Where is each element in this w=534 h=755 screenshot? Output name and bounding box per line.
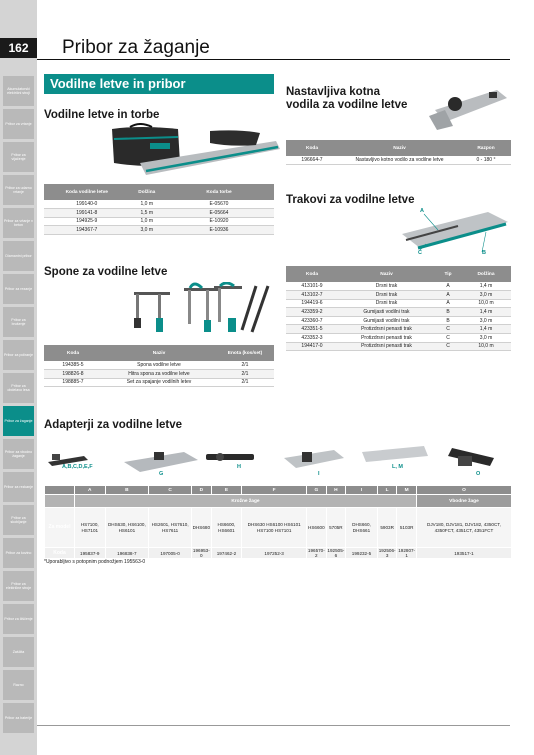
- table-cell: 423359-2: [286, 308, 338, 317]
- clamps-heading: Spone za vodilne letve: [44, 266, 168, 278]
- table-row: [286, 308, 511, 317]
- angle-guide-table: [286, 140, 511, 165]
- adapters-group-circular: Krožne žage: [75, 495, 417, 508]
- adapter-letter: O: [416, 486, 511, 495]
- table-cell: B: [435, 308, 461, 317]
- table-cell: 1,0 m: [130, 200, 164, 209]
- table-row: [44, 226, 274, 235]
- sidebar-tab[interactable]: Akumulatorski električni stroji: [3, 76, 34, 106]
- table-cell: 3,0 m: [461, 316, 511, 325]
- table-cell: 194417-0: [286, 342, 338, 351]
- sidebar-tab[interactable]: Zaščita: [3, 637, 34, 667]
- adapter-letter: B: [105, 486, 149, 495]
- adapter-code-cell: 197005-0: [149, 548, 192, 559]
- adapter-letter: G: [307, 486, 327, 495]
- table-cell: Protizdrsni penasti trak: [338, 342, 435, 351]
- strips-table: [286, 266, 511, 351]
- sidebar-tab[interactable]: Pribor za električne stroje: [3, 571, 34, 601]
- header-divider: [37, 59, 510, 60]
- adapter-code-cell: 197252-3: [242, 548, 307, 559]
- adapter-label-i: I: [318, 471, 320, 477]
- table-cell: 194385-5: [44, 361, 102, 370]
- table-cell: A: [435, 299, 461, 308]
- adapter-code-cell: 197462-2: [211, 548, 242, 559]
- adapter-label-abcdef: A,B,C,D,E,F: [62, 464, 93, 470]
- adapter-code-cell: 196953-0: [192, 548, 210, 558]
- adapters-footnote: *Uporabljivo s potopnim podnožjem 195563-0: [44, 559, 146, 565]
- adapters-corner-cell: [45, 486, 75, 495]
- adapter-code-cell: 192505-6: [327, 548, 345, 558]
- table-cell: 413101-9: [286, 282, 338, 291]
- clamps-col-code: Koda: [44, 345, 102, 361]
- adapter-code-cell: 196838-7: [105, 548, 149, 559]
- adapter-letter: I: [346, 486, 378, 495]
- table-cell: B: [435, 316, 461, 325]
- strips-col-length: Dolžina: [461, 266, 511, 282]
- table-row: [44, 361, 274, 370]
- sidebar-tab[interactable]: Razno: [3, 670, 34, 700]
- table-cell: C: [435, 342, 461, 351]
- table-cell: 1,0 m: [130, 217, 164, 226]
- table-cell: 194367-7: [44, 226, 130, 235]
- sidebar-tab[interactable]: Pribor za vrtanje v beton: [3, 208, 34, 238]
- sidebar-tab[interactable]: Diamantni pribor: [3, 241, 34, 271]
- strip-label-b: B: [482, 250, 486, 256]
- adapter-model-cell: 5103R: [397, 508, 417, 548]
- table-cell: 0 - 180 °: [461, 156, 511, 165]
- rails-and-bags-image: [100, 123, 282, 179]
- adapter-code-cell: 192807-1: [398, 548, 416, 558]
- angle-col-code: Koda: [286, 140, 338, 156]
- table-cell: 194925-9: [44, 217, 130, 226]
- page-number: 162: [0, 38, 37, 58]
- table-cell: Drsni trak: [338, 291, 435, 300]
- table-cell: 423360-7: [286, 316, 338, 325]
- table-cell: Drsni trak: [338, 299, 435, 308]
- angle-guide-image: [425, 82, 511, 132]
- rails-col-bag: Koda torbe: [164, 184, 274, 200]
- table-row: [286, 342, 511, 351]
- rails-heading: Vodilne letve in torbe: [44, 109, 160, 121]
- adapters-sub-corner: [45, 495, 75, 508]
- adapter-code-cell: 193517-1: [416, 548, 511, 559]
- sidebar-tab[interactable]: Pribor za udarno vrtanje: [3, 175, 34, 205]
- sidebar-tab[interactable]: Pribor za rezanje: [3, 274, 34, 304]
- adapter-model-cell: 5903R: [377, 508, 397, 548]
- clamps-image: [130, 282, 276, 336]
- strips-col-type: Tip: [435, 266, 461, 282]
- adapter-model-cell: 5705R: [326, 508, 346, 548]
- table-cell: Gumijasti vodilni trak: [338, 308, 435, 317]
- table-row: [44, 200, 274, 209]
- table-cell: 1,4 m: [461, 325, 511, 334]
- table-row: [286, 156, 511, 165]
- strips-image: [398, 204, 512, 258]
- adapter-model-cell: DHS660, DHS661: [346, 508, 378, 548]
- table-cell: 198826-8: [44, 370, 102, 379]
- table-cell: E-05664: [164, 209, 274, 218]
- sidebar-tab[interactable]: Pribor za vbodno žaganje: [3, 439, 34, 469]
- rails-col-length: Dolžina: [130, 184, 164, 200]
- adapter-model-cell: HS7100, HS7101: [75, 508, 106, 548]
- strips-col-code: Koda: [286, 266, 338, 282]
- table-cell: 199141-8: [44, 209, 130, 218]
- sidebar-tab[interactable]: Pribor za vrtanje: [3, 109, 34, 139]
- adapter-letter: L: [377, 486, 397, 495]
- table-cell: Hitra spona za vodilne letve: [102, 370, 216, 379]
- strips-col-name: Naziv: [338, 266, 435, 282]
- adapter-letter: D: [191, 486, 211, 495]
- angle-guide-heading: Nastavljiva kotna vodila za vodilne letve: [286, 86, 408, 111]
- sidebar-tab[interactable]: Pribor za obdelavo lesa: [3, 373, 34, 403]
- table-row: [286, 334, 511, 343]
- table-cell: Protizdrsni penasti trak: [338, 325, 435, 334]
- adapter-letter: A: [75, 486, 106, 495]
- footer-divider: [37, 725, 510, 726]
- sidebar-tab[interactable]: Pribor za poliranje: [3, 340, 34, 370]
- table-cell: 3,0 m: [461, 291, 511, 300]
- table-row: [44, 370, 274, 379]
- table-cell: C: [435, 325, 461, 334]
- table-cell: 3,0 m: [461, 334, 511, 343]
- adapters-code-label: Koda: [45, 548, 75, 559]
- angle-col-name: Naziv: [338, 140, 461, 156]
- adapter-label-o: O: [476, 471, 481, 477]
- table-cell: Spona vodilne letve: [102, 361, 216, 370]
- adapter-label-g: G: [159, 471, 164, 477]
- adapter-letter: E: [211, 486, 242, 495]
- table-cell: 423351-5: [286, 325, 338, 334]
- table-row: [286, 291, 511, 300]
- adapter-letter: M: [397, 486, 417, 495]
- table-row: [286, 299, 511, 308]
- adapters-group-jigsaw: Vbodne žage: [416, 495, 511, 508]
- table-cell: Nastavljivo kotno vodilo za vodilne letve: [338, 156, 461, 165]
- table-cell: 1,4 m: [461, 308, 511, 317]
- table-row: [286, 282, 511, 291]
- adapter-model-cell: HS2601, HS7610, HS7611: [149, 508, 192, 548]
- sidebar-tab[interactable]: Pribor za žaganje: [3, 406, 34, 436]
- adapters-heading: Adapterji za vodilne letve: [44, 419, 183, 431]
- table-cell: 1,5 m: [130, 209, 164, 218]
- table-cell: 3,0 m: [130, 226, 164, 235]
- adapter-model-cell: HS6600: [307, 508, 327, 548]
- table-cell: A: [435, 291, 461, 300]
- adapter-code-cell: 192506-3: [378, 548, 396, 558]
- sidebar-tab[interactable]: Pribor za rezkanje: [3, 472, 34, 502]
- table-row: [286, 316, 511, 325]
- table-cell: E-10920: [164, 217, 274, 226]
- page-title: Pribor za žaganje: [62, 37, 210, 58]
- table-cell: 196664-7: [286, 156, 338, 165]
- adapter-model-cell: HS6600, HS6601: [211, 508, 242, 548]
- table-cell: 2/1: [216, 370, 274, 379]
- adapter-letter: F: [242, 486, 307, 495]
- clamps-col-unit: Enota (kos/set): [216, 345, 274, 361]
- table-row: [44, 217, 274, 226]
- adapter-code-cell: 195837-9: [75, 548, 106, 559]
- strip-label-c: C: [418, 250, 422, 256]
- table-cell: E-05670: [164, 200, 274, 209]
- table-cell: C: [435, 334, 461, 343]
- clamps-table: [44, 345, 274, 387]
- table-cell: 2/1: [216, 378, 274, 387]
- table-row: [44, 378, 274, 387]
- adapter-model-cell: DHS630 HS6100 HS6101 HS7100 HS7101: [242, 508, 307, 548]
- angle-col-range: Razpon: [461, 140, 511, 156]
- adapters-image: [44, 440, 512, 480]
- table-cell: 1,4 m: [461, 282, 511, 291]
- table-cell: E-10936: [164, 226, 274, 235]
- table-cell: 199140-0: [44, 200, 130, 209]
- adapter-label-lm: L, M: [392, 464, 403, 470]
- adapter-model-cell: DJV180, DJV181, DJV182, 4350CT, 4350FCT, 4351CT, 4351FCT: [416, 508, 511, 548]
- sidebar-tab[interactable]: Pribor za baterije: [3, 703, 34, 733]
- table-row: [44, 209, 274, 218]
- adapters-model-label: Za model: [45, 508, 75, 548]
- rails-table: [44, 184, 274, 235]
- strips-heading: Trakovi za vodilne letve: [286, 194, 415, 206]
- table-cell: Set za spajanje vodilnih letev: [102, 378, 216, 387]
- table-cell: 2/1: [216, 361, 274, 370]
- clamps-col-name: Naziv: [102, 345, 216, 361]
- adapter-label-h: H: [237, 464, 241, 470]
- strip-label-a: A: [420, 208, 424, 214]
- sidebar-tab[interactable]: Pribor za kovino: [3, 538, 34, 568]
- rails-col-code: Koda vodilne letve: [44, 184, 130, 200]
- table-cell: A: [435, 282, 461, 291]
- sidebar-tab[interactable]: Pribor za čiščenje: [3, 604, 34, 634]
- adapter-letter: C: [149, 486, 192, 495]
- adapter-letter: H: [326, 486, 346, 495]
- table-cell: 10,0 m: [461, 342, 511, 351]
- table-cell: 10,0 m: [461, 299, 511, 308]
- adapter-model-cell: DHS680: [191, 508, 211, 548]
- table-cell: 198885-7: [44, 378, 102, 387]
- sidebar-tab[interactable]: Pribor za skobljanje: [3, 505, 34, 535]
- table-cell: Protizdrsni penasti trak: [338, 334, 435, 343]
- adapter-code-cell: 199232-5: [346, 548, 378, 559]
- sidebar-tab[interactable]: Pribor za vijačenje: [3, 142, 34, 172]
- section-banner: Vodilne letve in pribor: [44, 74, 274, 94]
- adapters-table: [44, 485, 512, 559]
- adapter-code-cell: 196570-2: [307, 548, 325, 558]
- table-cell: Gumijasti vodilni trak: [338, 316, 435, 325]
- table-cell: Drsni trak: [338, 282, 435, 291]
- table-row: [286, 325, 511, 334]
- table-cell: 423352-3: [286, 334, 338, 343]
- table-cell: 413102-7: [286, 291, 338, 300]
- sidebar-tab[interactable]: Pribor za brušenje: [3, 307, 34, 337]
- adapter-model-cell: DHS630, HS6100, HS6101: [105, 508, 149, 548]
- table-cell: 194419-6: [286, 299, 338, 308]
